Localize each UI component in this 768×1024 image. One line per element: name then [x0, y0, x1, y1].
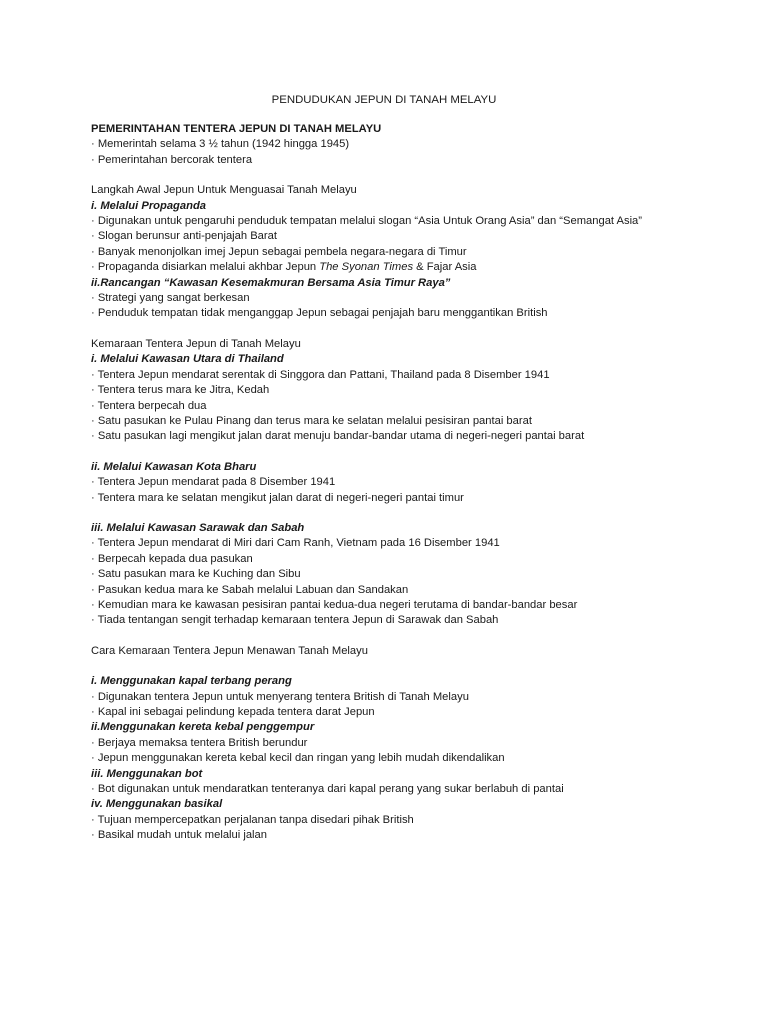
document-title: PENDUDUKAN JEPUN DI TANAH MELAYU: [271, 94, 497, 106]
subheading: iii. Menggunakan bot: [91, 767, 203, 780]
list-item: · Tentera terus mara ke Jitra, Kedah: [91, 384, 270, 397]
list-item: · Memerintah selama 3 ½ tahun (1942 hingga 1945): [91, 138, 350, 151]
list-item: · Tiada tentangan sengit terhadap kemaraan tentera Jepun di Sarawak dan Sabah: [91, 614, 499, 627]
list-item: · Satu pasukan ke Pulau Pinang dan terus mara ke selatan melalui pesisiran pantai barat: [91, 414, 532, 427]
list-item: · Jepun menggunakan kereta kebal kecil dan ringan yang lebih mudah dikendalikan: [91, 752, 505, 765]
list-item: · Pemerintahan bercorak tentera: [91, 153, 253, 166]
subheading: ii.Rancangan “Kawasan Kesemakmuran Bersama Asia Timur Raya”: [91, 276, 451, 289]
list-item: · Tentera Jepun mendarat pada 8 Disember 1941: [91, 476, 336, 489]
section-heading: Cara Kemaraan Tentera Jepun Menawan Tanah Melayu: [91, 644, 368, 657]
list-item: · Digunakan tentera Jepun untuk menyerang tentera British di Tanah Melayu: [91, 690, 469, 703]
list-item: · Tentera Jepun mendarat serentak di Singgora dan Pattani, Thailand pada 8 Disember 1941: [91, 368, 550, 381]
list-item: · Propaganda disiarkan melalui akhbar Jepun The Syonan Times & Fajar Asia: [91, 261, 477, 274]
subheading: iv. Menggunakan basikal: [91, 798, 223, 811]
subheading: ii. Melalui Kawasan Kota Bharu: [91, 460, 257, 473]
list-item: · Pasukan kedua mara ke Sabah melalui Labuan dan Sandakan: [91, 583, 409, 596]
subheading: i. Melalui Kawasan Utara di Thailand: [91, 353, 284, 366]
subheading: i. Menggunakan kapal terbang perang: [91, 675, 292, 688]
list-item: · Berpecah kepada dua pasukan: [91, 552, 253, 565]
list-item: · Kemudian mara ke kawasan pesisiran pantai kedua-dua negeri terutama di bandar-bandar besar: [91, 598, 578, 611]
newspaper-title: The Syonan Times: [319, 261, 414, 274]
list-item: · Digunakan untuk pengaruhi penduduk tempatan melalui slogan “Asia Untuk Orang Asia” dan “Semangat Asia”: [91, 215, 643, 228]
document-body: [91, 122, 751, 844]
list-item: · Berjaya memaksa tentera British berundur: [91, 736, 308, 749]
section-heading: PEMERINTAHAN TENTERA JEPUN DI TANAH MELAYU: [91, 123, 382, 135]
list-item: · Tentera Jepun mendarat di Miri dari Cam Ranh, Vietnam pada 16 Disember 1941: [91, 537, 500, 550]
list-item: · Kapal ini sebagai pelindung kepada tentera darat Jepun: [91, 706, 375, 718]
list-item: · Tentera berpecah dua: [91, 399, 207, 412]
list-item: · Satu pasukan mara ke Kuching dan Sibu: [91, 568, 301, 581]
list-item: · Satu pasukan lagi mengikut jalan darat menuju bandar-bandar utama di negeri-negeri pantai barat: [91, 430, 585, 443]
list-item: · Penduduk tempatan tidak menganggap Jepun sebagai penjajah baru menggantikan British: [91, 307, 548, 320]
list-item: · Banyak menonjolkan imej Jepun sebagai pembela negara-negara di Timur: [91, 245, 467, 258]
list-item: · Bot digunakan untuk mendaratkan tenteranya dari kapal perang yang sukar berlabuh di pantai: [91, 783, 564, 796]
list-item: · Tujuan mempercepatkan perjalanan tanpa disedari pihak British: [91, 813, 414, 826]
subheading: ii.Menggunakan kereta kebal penggempur: [91, 721, 315, 734]
list-item: · Basikal mudah untuk melalui jalan: [91, 829, 267, 842]
subheading: i. Melalui Propaganda: [91, 199, 207, 212]
list-item: · Tentera mara ke selatan mengikut jalan darat di negeri-negeri pantai timur: [91, 491, 464, 504]
section-heading: Langkah Awal Jepun Untuk Menguasai Tanah Melayu: [91, 184, 357, 197]
list-item: · Strategi yang sangat berkesan: [91, 292, 250, 305]
list-item: · Slogan berunsur anti-penjajah Barat: [91, 230, 277, 243]
subheading: iii. Melalui Kawasan Sarawak dan Sabah: [91, 521, 305, 534]
section-heading: Kemaraan Tentera Jepun di Tanah Melayu: [91, 337, 301, 350]
